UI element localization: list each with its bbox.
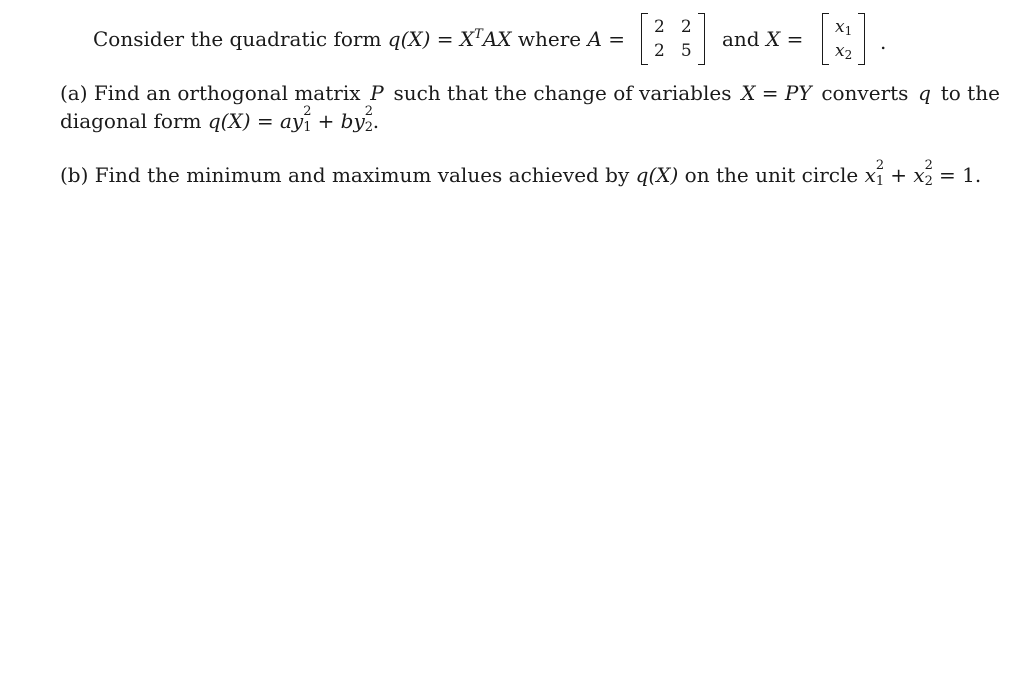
- part-a-end: .: [372, 109, 380, 133]
- intro-text-start: Consider the quadratic form: [93, 27, 382, 51]
- y2-subsup: 2 2: [364, 104, 374, 135]
- unit-circle-eq: = 1.: [938, 163, 982, 187]
- intro-period: [880, 30, 886, 54]
- part-b-text-start: (b) Find the minimum and maximum values achieved by: [60, 163, 630, 187]
- part-a-converts: converts: [821, 81, 909, 105]
- form-q: q: [918, 81, 931, 105]
- matrix-a-cell: 2: [680, 17, 692, 37]
- matrix-a-cells: [648, 13, 698, 65]
- part-a-to-the: to the: [940, 81, 1000, 105]
- unit-circle-x1: x: [864, 163, 876, 187]
- intro-line-continued: [722, 27, 803, 51]
- vector-x-cells: [829, 13, 858, 65]
- matrix-p: P: [370, 81, 384, 105]
- vector-x-right-bracket: [858, 13, 865, 65]
- unit-circle-x2: x: [913, 163, 925, 187]
- intro-and: and: [722, 27, 760, 51]
- part-a-text-start: (a) Find an orthogonal matrix: [60, 81, 361, 105]
- quadratic-form-expression: q(X) = X: [387, 27, 475, 51]
- matrix-a-cell: 5: [680, 41, 692, 61]
- part-a-line-1: [60, 81, 1000, 105]
- matrix-a: [641, 13, 705, 65]
- x2-subsup: 2 2: [924, 158, 933, 189]
- diagonal-expression-b: + by: [317, 109, 365, 133]
- vector-x-left-bracket: [822, 13, 829, 65]
- matrix-a-cell: 2: [654, 17, 665, 37]
- vector-x-label: X =: [765, 27, 804, 51]
- transpose-superscript: T: [474, 27, 483, 42]
- part-a-text-mid: such that the change of variables: [393, 81, 732, 105]
- part-b-qx: q(X): [635, 163, 679, 187]
- unit-circle-plus: +: [890, 163, 907, 187]
- matrix-a-cell: 2: [654, 41, 665, 61]
- vector-x-entry: $x_1$: [835, 17, 853, 38]
- y1-subsup: 2 1: [303, 104, 312, 135]
- vector-x: [822, 13, 865, 65]
- intro-where: where: [517, 27, 582, 51]
- x1-subsup: 2 1: [875, 158, 885, 189]
- matrix-a-right-bracket: [698, 13, 705, 65]
- part-b-mid: on the unit circle: [684, 163, 859, 187]
- diagonal-expression: q(X) = ay: [207, 109, 304, 133]
- vector-x-entry: $x_2$: [835, 41, 853, 62]
- intro-period-text: .: [880, 30, 887, 54]
- part-a-diagonal-form: diagonal form: [60, 109, 202, 133]
- quadratic-form-expression-tail: AX: [482, 27, 512, 51]
- matrix-a-label: A =: [587, 27, 626, 51]
- part-a-line-2: [60, 104, 380, 135]
- part-b-line: [60, 158, 982, 189]
- substitution-expression: X = PY: [741, 81, 812, 105]
- matrix-a-left-bracket: [641, 13, 648, 65]
- intro-line: [93, 27, 625, 51]
